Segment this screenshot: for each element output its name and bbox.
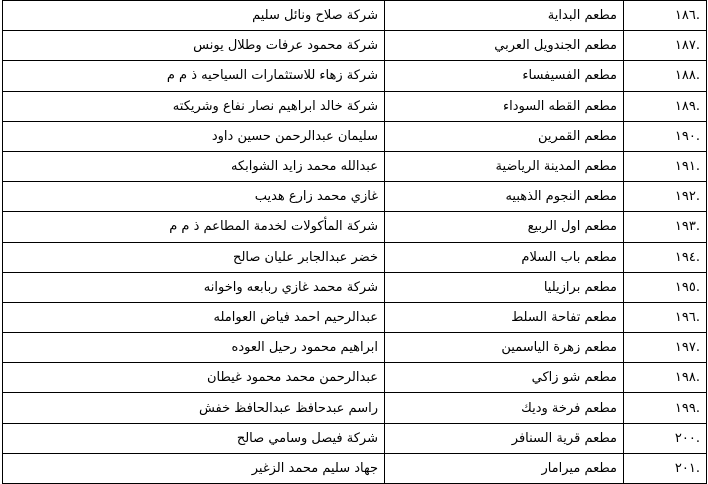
restaurant-name-cell: مطعم شو زاكي bbox=[385, 363, 624, 393]
owner-name-cell: عبدالرحمن محمد محمود غيطان bbox=[3, 363, 385, 393]
row-number-cell: .١٩٤ bbox=[624, 242, 707, 272]
restaurant-name-cell: مطعم النجوم الذهبيه bbox=[385, 182, 624, 212]
row-number-cell: .١٨٦ bbox=[624, 1, 707, 31]
table-row bbox=[3, 182, 707, 212]
restaurant-name-cell: مطعم المدينة الرياضية bbox=[385, 151, 624, 181]
owner-name-cell: راسم عبدحافظ عبدالحافظ خفش bbox=[3, 393, 385, 423]
table-row bbox=[3, 212, 707, 242]
row-number-cell: .٢٠١ bbox=[624, 453, 707, 483]
row-number-cell: .١٨٩ bbox=[624, 91, 707, 121]
row-number-cell: .١٩٠ bbox=[624, 121, 707, 151]
table-row bbox=[3, 61, 707, 91]
table-row bbox=[3, 423, 707, 453]
row-number-cell: .١٩٥ bbox=[624, 272, 707, 302]
table-row bbox=[3, 151, 707, 181]
owner-name-cell: شركة محمود عرفات وطلال يونس bbox=[3, 31, 385, 61]
restaurant-name-cell: مطعم اول الربيع bbox=[385, 212, 624, 242]
row-number-cell: .١٩٢ bbox=[624, 182, 707, 212]
restaurant-table bbox=[2, 0, 707, 484]
restaurant-name-cell: مطعم قرية السنافر bbox=[385, 423, 624, 453]
owner-name-cell: غازي محمد زارع هديب bbox=[3, 182, 385, 212]
table-row bbox=[3, 302, 707, 332]
restaurant-name-cell: مطعم باب السلام bbox=[385, 242, 624, 272]
owner-name-cell: عبدالله محمد زايد الشوابكه bbox=[3, 151, 385, 181]
owner-name-cell: شركة صلاح ونائل سليم bbox=[3, 1, 385, 31]
restaurant-name-cell: مطعم برازيليا bbox=[385, 272, 624, 302]
table-row bbox=[3, 121, 707, 151]
row-number-cell: .٢٠٠ bbox=[624, 423, 707, 453]
owner-name-cell: شركة خالد ابراهيم نصار نفاع وشريكته bbox=[3, 91, 385, 121]
row-number-cell: .١٨٨ bbox=[624, 61, 707, 91]
owner-name-cell: سليمان عبدالرحمن حسين داود bbox=[3, 121, 385, 151]
table-row bbox=[3, 1, 707, 31]
row-number-cell: .١٩٨ bbox=[624, 363, 707, 393]
restaurant-name-cell: مطعم زهرة الياسمين bbox=[385, 333, 624, 363]
owner-name-cell: جهاد سليم محمد الزغير bbox=[3, 453, 385, 483]
restaurant-name-cell: مطعم فرخة وديك bbox=[385, 393, 624, 423]
restaurant-name-cell: مطعم ميرامار bbox=[385, 453, 624, 483]
restaurant-name-cell: مطعم القطه السوداء bbox=[385, 91, 624, 121]
table-row bbox=[3, 453, 707, 483]
row-number-cell: .١٩٣ bbox=[624, 212, 707, 242]
row-number-cell: .١٩٩ bbox=[624, 393, 707, 423]
row-number-cell: .١٩١ bbox=[624, 151, 707, 181]
row-number-cell: .١٨٧ bbox=[624, 31, 707, 61]
owner-name-cell: عبدالرحيم احمد فياض العوامله bbox=[3, 302, 385, 332]
table-row bbox=[3, 91, 707, 121]
restaurant-name-cell: مطعم الفسيفساء bbox=[385, 61, 624, 91]
owner-name-cell: ابراهيم محمود رحيل العوده bbox=[3, 333, 385, 363]
row-number-cell: .١٩٦ bbox=[624, 302, 707, 332]
table-row bbox=[3, 242, 707, 272]
table-row bbox=[3, 363, 707, 393]
table-row bbox=[3, 333, 707, 363]
restaurant-name-cell: مطعم الجندويل العربي bbox=[385, 31, 624, 61]
owner-name-cell: شركة المأكولات لخدمة المطاعم ذ م م bbox=[3, 212, 385, 242]
owner-name-cell: شركة زهاء للاستثمارات السياحيه ذ م م bbox=[3, 61, 385, 91]
restaurant-name-cell: مطعم تفاحة السلط bbox=[385, 302, 624, 332]
owner-name-cell: شركة فيصل وسامي صالح bbox=[3, 423, 385, 453]
restaurant-name-cell: مطعم البداية bbox=[385, 1, 624, 31]
restaurant-name-cell: مطعم القمرين bbox=[385, 121, 624, 151]
table-body bbox=[3, 1, 707, 484]
owner-name-cell: شركة محمد غازي ربابعه واخوانه bbox=[3, 272, 385, 302]
owner-name-cell: خضر عبدالجابر عليان صالح bbox=[3, 242, 385, 272]
table-row bbox=[3, 31, 707, 61]
row-number-cell: .١٩٧ bbox=[624, 333, 707, 363]
table-row bbox=[3, 393, 707, 423]
table-row bbox=[3, 272, 707, 302]
